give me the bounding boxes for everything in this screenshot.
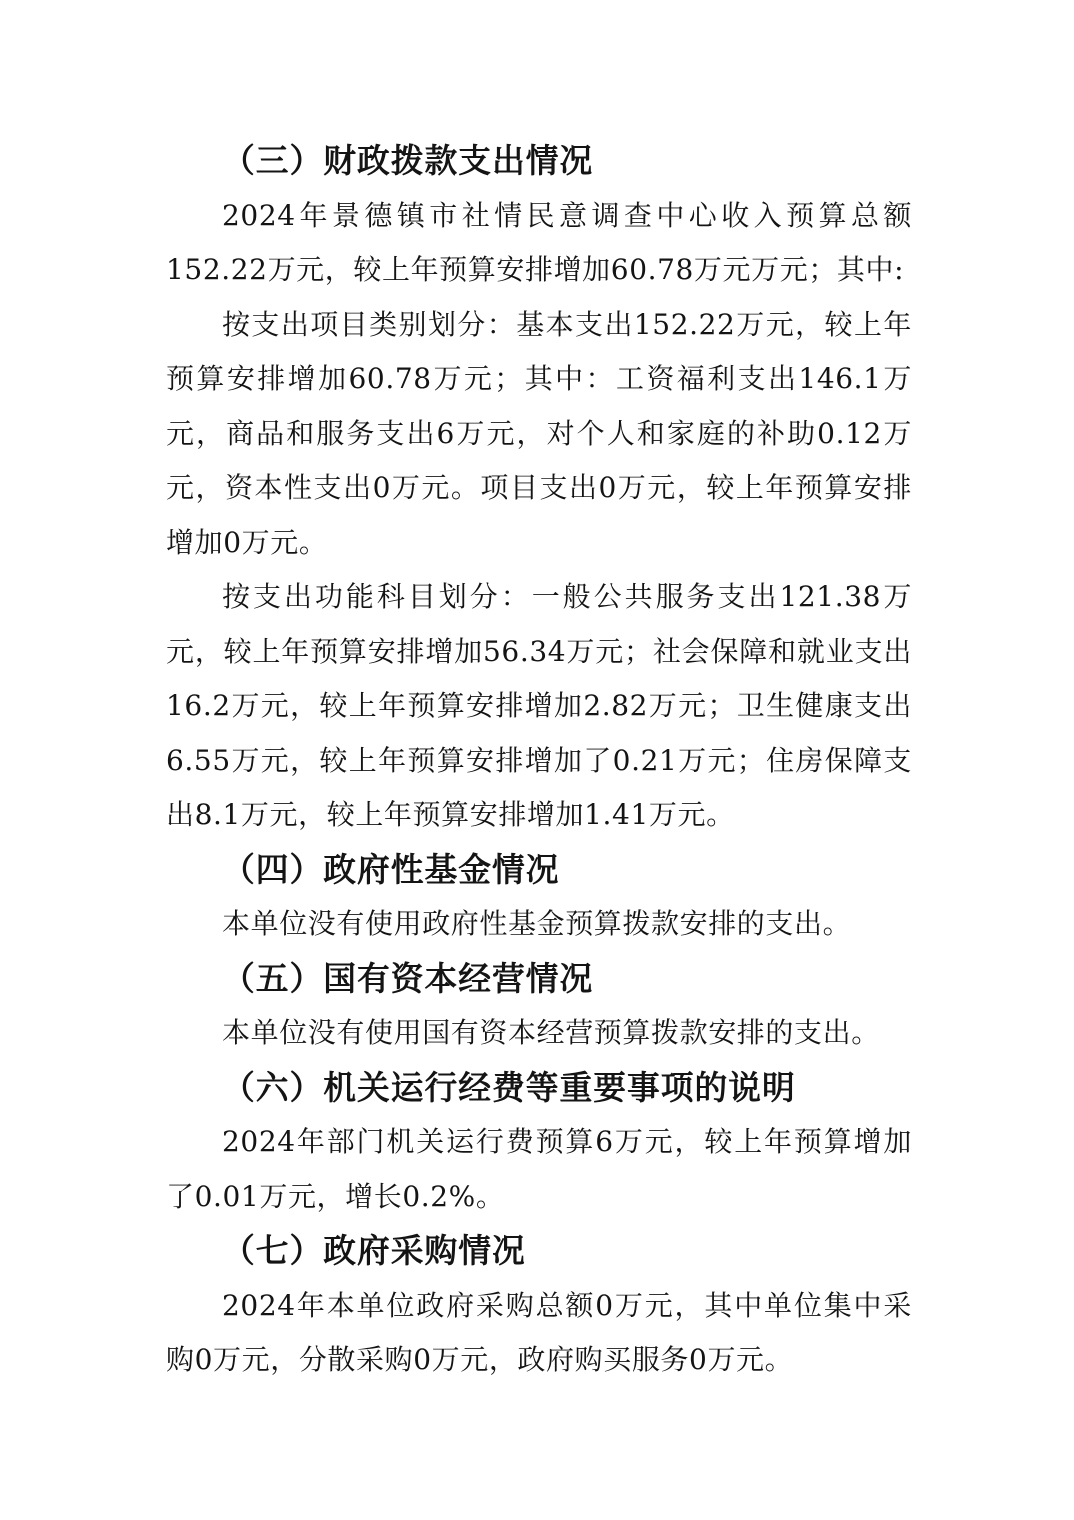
paragraph-operating-expenses: 2024年部门机关运行费预算6万元，较上年预算增加了0.01万元，增长0.2%。 bbox=[166, 1125, 912, 1213]
paragraph-by-function-subject: 按支出功能科目划分：一般公共服务支出121.38万元，较上年预算安排增加56.34万元；社会保障和就业支出16.2万元，较上年预算安排增加2.82万元；卫生健康支出6.55万元，较上年预算安排增加了0.21万元；住房保障支出8.1万元，较上年预算安排增加1.41万元。 bbox=[166, 580, 912, 831]
section-heading-6: （六）机关运行经费等重要事项的说明 bbox=[222, 1068, 796, 1107]
paragraph-government-procurement: 2024年本单位政府采购总额0万元，其中单位集中采购0万元，分散采购0万元，政府购买服务0万元。 bbox=[166, 1288, 912, 1376]
document-page bbox=[166, 134, 912, 1388]
paragraph-by-project-category: 按支出项目类别划分：基本支出152.22万元，较上年预算安排增加60.78万元；其中：工资福利支出146.1万元，商品和服务支出6万元，对个人和家庭的补助0.12万元，资本性支出0万元。项目支出0万元，较上年预算安排增加0万元。 bbox=[166, 307, 912, 559]
paragraph-government-fund: 本单位没有使用政府性基金预算拨款安排的支出。 bbox=[222, 907, 852, 940]
paragraph-state-capital: 本单位没有使用国有资本经营预算拨款安排的支出。 bbox=[222, 1016, 880, 1049]
section-heading-3: （三）财政拨款支出情况 bbox=[222, 142, 594, 180]
section-heading-7: （七）政府采购情况 bbox=[222, 1232, 526, 1270]
section-heading-5: （五）国有资本经营情况 bbox=[222, 959, 594, 998]
section-heading-4: （四）政府性基金情况 bbox=[222, 850, 560, 889]
paragraph-total-budget: 2024年景德镇市社情民意调查中心收入预算总额152.22万元，较上年预算安排增加60.78万元万元；其中: bbox=[166, 198, 912, 286]
